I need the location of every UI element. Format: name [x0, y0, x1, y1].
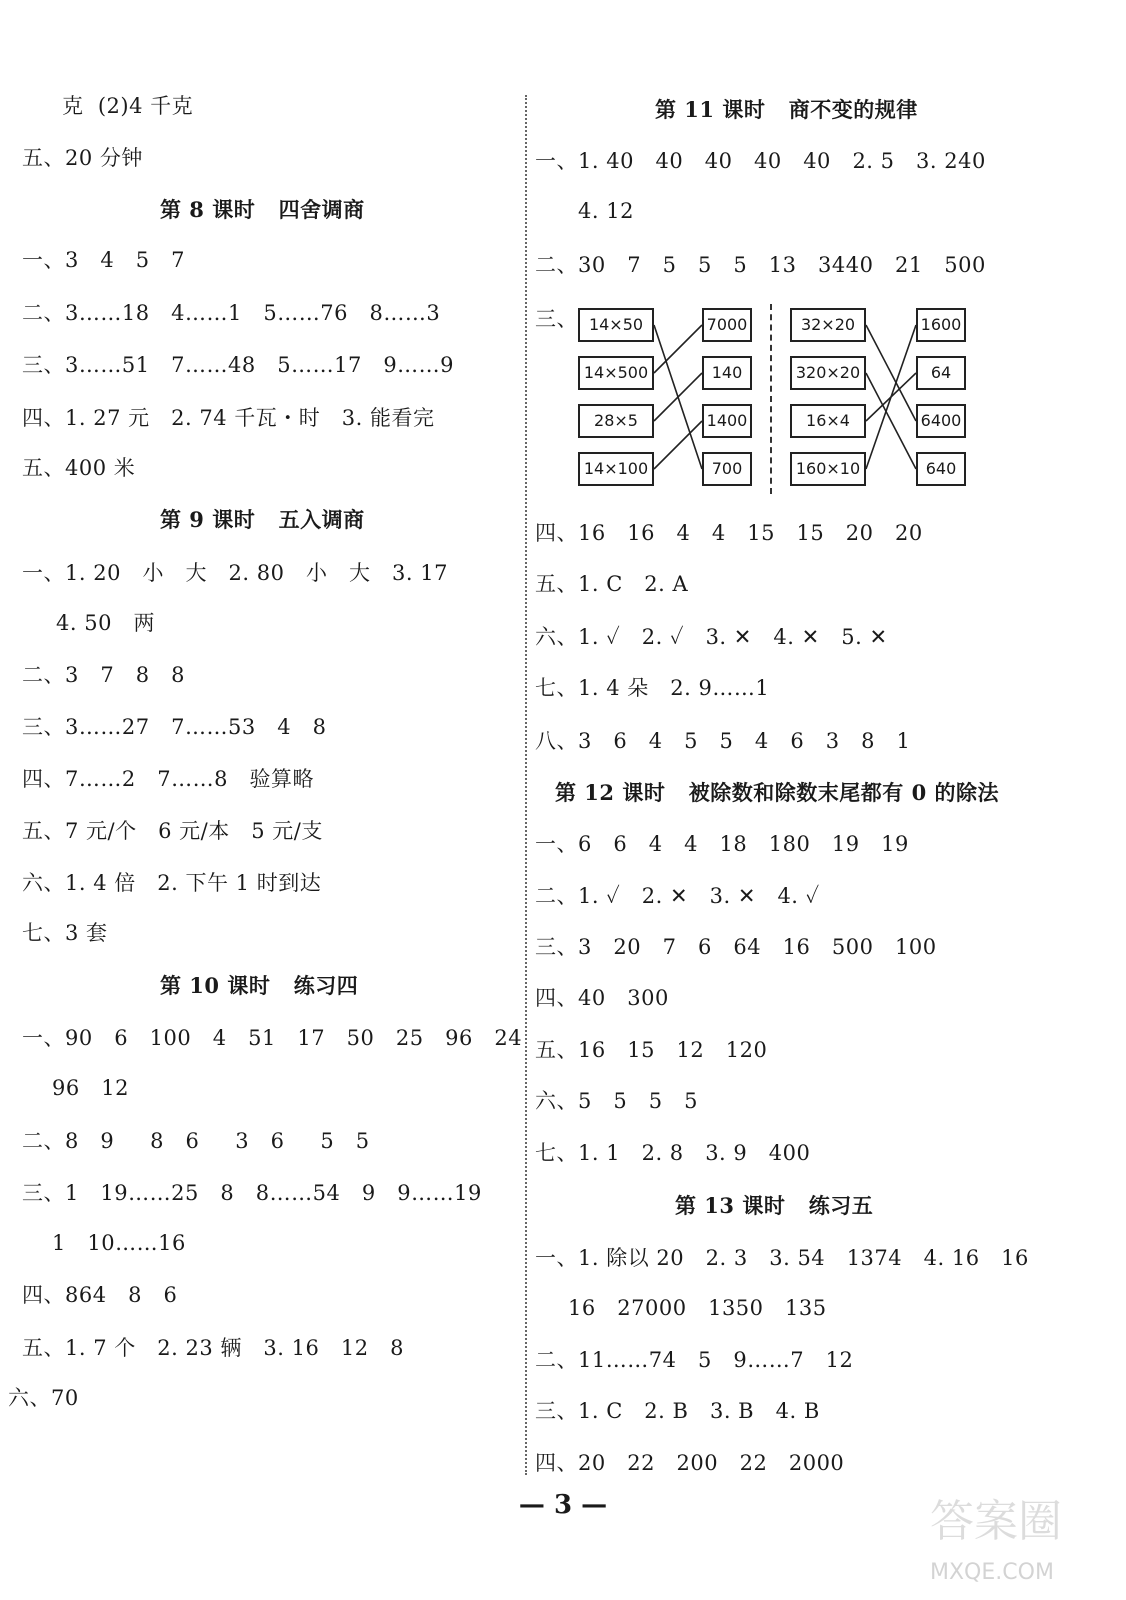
- result-box: 140: [702, 356, 752, 390]
- expression-box: 14×500: [578, 356, 654, 390]
- right-answer-line: 八、3 6 4 5 5 4 6 3 8 1: [535, 729, 911, 753]
- matching-connector: [866, 325, 916, 469]
- left-answer-line: 七、3 套: [22, 921, 108, 945]
- left-answer-line: 二、8 9 8 6 3 6 5 5: [22, 1129, 370, 1153]
- left-section-heading: 第 9 课时 五入调商: [160, 507, 365, 532]
- right-answer-line: 4. 12: [578, 199, 634, 223]
- left-answer-line: 1 10……16: [52, 1231, 186, 1255]
- left-answer-line: 克 (2)4 千克: [62, 94, 194, 118]
- left-answer-line: 五、1. 7 个 2. 23 辆 3. 16 12 8: [22, 1336, 404, 1360]
- right-section-heading: 第 13 课时 练习五: [675, 1193, 874, 1218]
- right-answer-line: 二、30 7 5 5 5 13 3440 21 500: [535, 253, 986, 277]
- left-answer-line: 一、1. 20 小 大 2. 80 小 大 3. 17: [22, 561, 448, 585]
- right-answer-line: 三、: [535, 307, 578, 331]
- left-answer-line: 二、3 7 8 8: [22, 663, 186, 687]
- result-box: 64: [916, 356, 966, 390]
- column-divider: [525, 95, 527, 1475]
- right-answer-line: 三、1. C 2. B 3. B 4. B: [535, 1399, 820, 1423]
- left-section-heading: 第 8 课时 四舍调商: [160, 197, 365, 222]
- expression-box: 28×5: [578, 404, 654, 438]
- result-box: 1400: [702, 404, 752, 438]
- right-answer-line: 六、1. ✓ 2. ✓ 3. ✕ 4. ✕ 5. ✕: [535, 625, 888, 649]
- result-box: 700: [702, 452, 752, 486]
- result-box: 6400: [916, 404, 966, 438]
- watermark: [930, 1485, 1120, 1585]
- left-answer-line: 三、3……51 7……48 5……17 9……9: [22, 353, 455, 377]
- left-answer-line: 4. 50 两: [56, 611, 155, 635]
- left-answer-line: 六、1. 4 倍 2. 下午 1 时到达: [22, 871, 322, 895]
- matching-connector: [654, 373, 702, 421]
- left-answer-line: 四、7……2 7……8 验算略: [22, 767, 314, 791]
- right-section-heading: 第 12 课时 被除数和除数末尾都有 0 的除法: [555, 780, 1000, 805]
- right-answer-line: 七、1. 4 朵 2. 9……1: [535, 676, 770, 700]
- left-answer-line: 一、90 6 100 4 51 17 50 25 96 24: [22, 1026, 523, 1050]
- left-answer-line: 四、864 8 6: [22, 1283, 178, 1307]
- matching-separator: [770, 304, 772, 494]
- right-answer-line: 一、1. 除以 20 2. 3 3. 54 1374 4. 16 16: [535, 1246, 1029, 1270]
- right-answer-line: 七、1. 1 2. 8 3. 9 400: [535, 1141, 811, 1165]
- left-answer-line: 二、3……18 4……1 5……76 8……3: [22, 301, 441, 325]
- left-answer-line: 三、3……27 7……53 4 8: [22, 715, 327, 739]
- right-answer-line: 五、16 15 12 120: [535, 1038, 768, 1062]
- right-answer-line: 四、20 22 200 22 2000: [535, 1451, 845, 1475]
- expression-box: 160×10: [790, 452, 866, 486]
- result-box: 640: [916, 452, 966, 486]
- watermark-logo: 答案圈: [930, 1496, 1062, 1547]
- left-answer-line: 四、1. 27 元 2. 74 千瓦・时 3. 能看完: [22, 406, 435, 430]
- right-answer-line: 五、1. C 2. A: [535, 572, 689, 596]
- right-answer-line: 二、1. ✓ 2. ✕ 3. ✕ 4. ✓: [535, 884, 820, 908]
- expression-box: 14×50: [578, 308, 654, 342]
- result-box: 1600: [916, 308, 966, 342]
- expression-box: 14×100: [578, 452, 654, 486]
- right-answer-line: 四、16 16 4 4 15 15 20 20: [535, 521, 923, 545]
- left-answer-line: 五、7 元/个 6 元/本 5 元/支: [22, 819, 323, 843]
- matching-diagram: [570, 296, 970, 496]
- right-answer-line: 16 27000 1350 135: [568, 1296, 827, 1320]
- expression-box: 320×20: [790, 356, 866, 390]
- result-box: 7000: [702, 308, 752, 342]
- left-section-heading: 第 10 课时 练习四: [160, 973, 359, 998]
- left-answer-line: 五、20 分钟: [22, 146, 143, 170]
- right-answer-line: 一、1. 40 40 40 40 40 2. 5 3. 240: [535, 149, 986, 173]
- right-answer-line: 四、40 300: [535, 986, 669, 1010]
- expression-box: 16×4: [790, 404, 866, 438]
- left-answer-line: 一、3 4 5 7: [22, 248, 186, 272]
- left-answer-line: 六、70: [8, 1386, 79, 1410]
- right-answer-line: 一、6 6 4 4 18 180 19 19: [535, 832, 909, 856]
- matching-connector: [866, 325, 916, 421]
- matching-connector: [866, 373, 916, 469]
- expression-box: 32×20: [790, 308, 866, 342]
- right-section-heading: 第 11 课时 商不变的规律: [655, 97, 918, 122]
- left-answer-line: 三、1 19……25 8 8……54 9 9……19: [22, 1181, 482, 1205]
- right-answer-line: 二、11……74 5 9……7 12: [535, 1348, 854, 1372]
- watermark-url: MXQE.COM: [930, 1560, 1054, 1585]
- page-number: — 3 —: [518, 1490, 608, 1520]
- right-answer-line: 三、3 20 7 6 64 16 500 100: [535, 935, 937, 959]
- left-answer-line: 96 12: [52, 1076, 129, 1100]
- left-answer-line: 五、400 米: [22, 456, 136, 480]
- right-answer-line: 六、5 5 5 5: [535, 1089, 699, 1113]
